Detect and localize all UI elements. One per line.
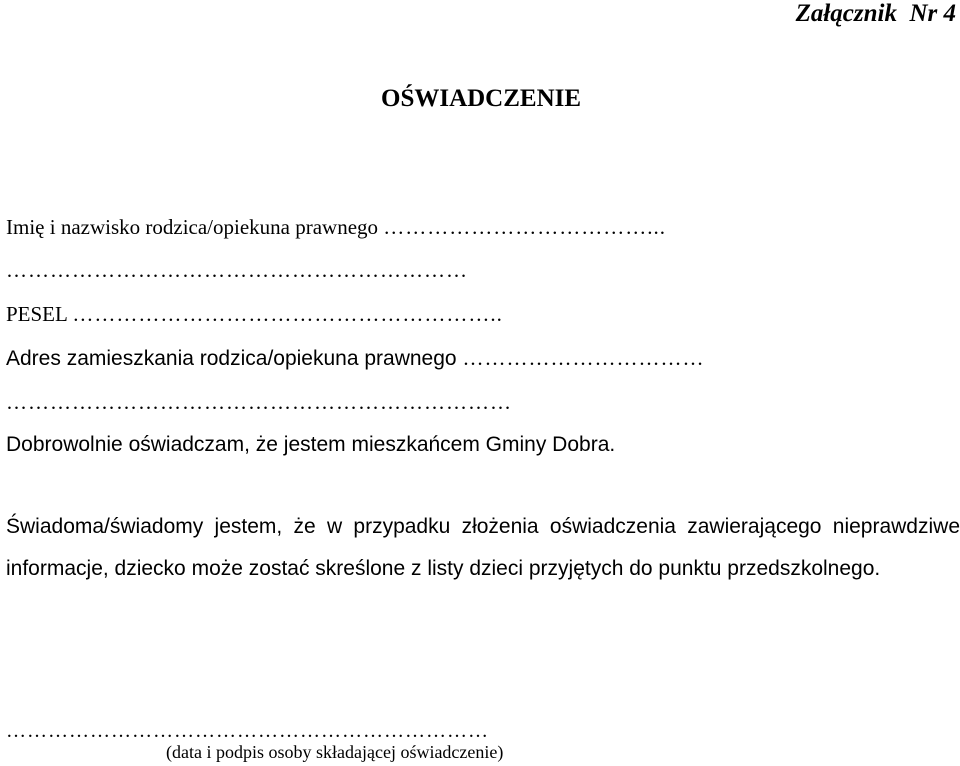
parent-name-label: Imię i nazwisko rodzica/opiekuna prawnego [6, 215, 379, 239]
address-label: Adres zamieszkania rodzica/opiekuna prawnego [6, 347, 457, 370]
signature-caption: (data i podpis osoby składającej oświadczenie) [166, 742, 504, 762]
address-dots-line2: …………………………………………………………… [6, 390, 512, 414]
parent-name-row [6, 215, 666, 240]
pesel-dots: ………………………………………………….. [72, 302, 503, 326]
address-dots: …………………………… [462, 346, 705, 370]
parent-name-dots: ………………………………... [383, 215, 667, 239]
signature-dots: …………………………………………………………… [6, 720, 489, 742]
pesel-row [6, 302, 503, 327]
annex-label: Załącznik Nr 4 [795, 0, 956, 27]
pesel-label: PESEL [6, 302, 68, 326]
declaration-text: Dobrowolnie oświadczam, że jestem mieszkańcem Gminy Dobra. [6, 433, 616, 456]
address-row [6, 346, 704, 371]
document-title: OŚWIADCZENIE [381, 85, 582, 112]
parent-name-dots-line2: ……………………………………………………… [6, 258, 468, 282]
awareness-paragraph: Świadoma/świadomy jestem, że w przypadku złożenia oświadczenia zawierającego nieprawdziwe informacje, dziecko może zostać skreślone z listy dzieci przyjętych do punktu przedszkolnego. [6, 515, 960, 580]
